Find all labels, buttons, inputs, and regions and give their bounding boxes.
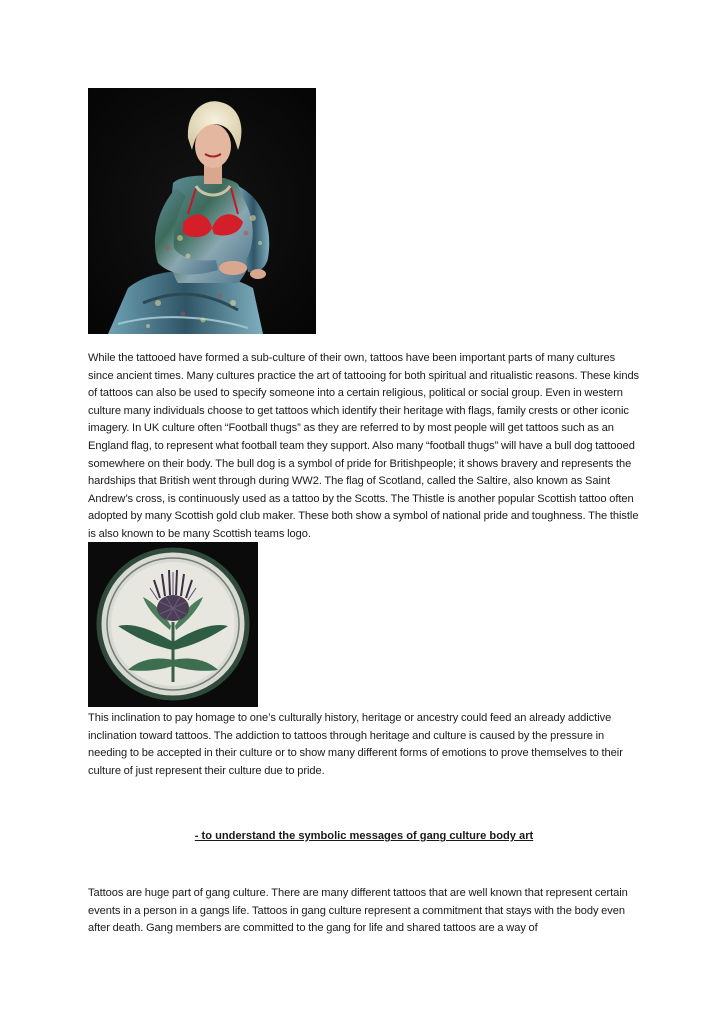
body-paragraph-3: Tattoos are huge part of gang culture. There are many different tattoos that are well known that represent certain events in a person in a gangs life. Tattoos in gang culture represent a commitment that stays with the body even after death. Gang members are committed to the gang for life and shared tattoos are a way of — [88, 887, 628, 935]
body-paragraph-1: While the tattooed have formed a sub-culture of their own, tattoos have been important parts of many cultures since ancient times. Many cultures practice the art of tattooing for both spiritual and ritualistic reasons. These kinds of tattoos can also be used to specify someone into a certain religious, political or social group. Even in western culture many individuals choose to get tattoos which identify their heritage with flags, family crests or other iconic imagery. In UK culture often “Football thugs” as they are referred to by most people will get tattoos such as an England flag, to represent what football team they support. Also many “football thugs” will have a bull dog tattooed somewhere on their body. The bull dog is a symbol of pride for Britishpeople; it shows bravery and represents the hardships that British went through during WW2. The flag of Scotland, called the Saltire, also known as Saint Andrew’s cross, is continuously used as a tattoo by the Scotts. The Thistle is another popular Scottish tattoo often adopted by many Scottish gold club maker. These both show a symbol of national pride and toughness. The thistle is also known to be many Scottish teams logo. — [88, 352, 640, 540]
thistle-plate-photo — [88, 542, 258, 707]
section-heading: - to understand the symbolic messages of gang culture body art — [194, 830, 534, 842]
tattooed-woman-photo — [88, 88, 316, 334]
body-paragraph-2: This inclination to pay homage to one’s culturally history, heritage or ancestry could feed an already addictive inclination toward tattoos. The addiction to tattoos through heritage and culture is caused by the pressure in needing to be accepted in their culture or to show many different forms of emotions to prove themselves to their culture of just represent their culture due to pride. — [88, 712, 623, 777]
